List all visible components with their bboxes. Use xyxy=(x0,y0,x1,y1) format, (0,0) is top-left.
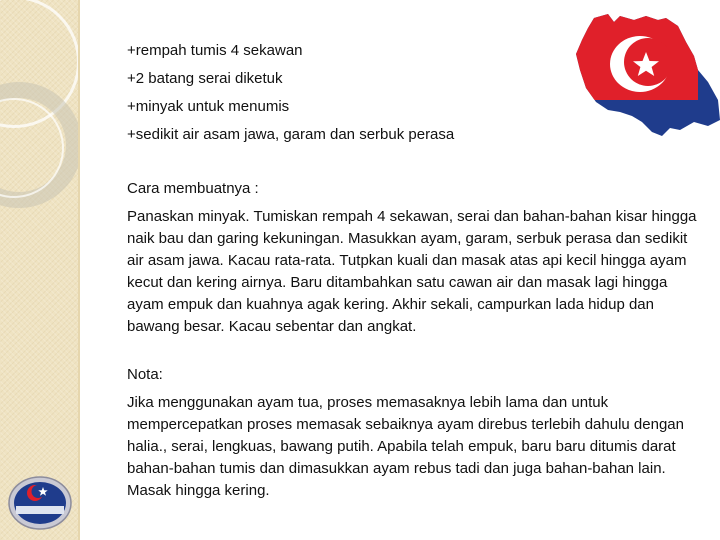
decorative-sidebar xyxy=(0,0,80,540)
note-paragraph: Jika menggunakan ayam tua, proses memasaknya lebih lama dan untuk mempercepatkan proses memasak sebaiknya ayam direbus terlebih dahulu dengan halia., serai, lengkuas, bawang putih. Apabila telah empuk, baru baru ditumis darat bahan-bahan tumis dan dimasukkan ayam rebus tadi dan juga bahan-bahan lain. Masak hingga kering. xyxy=(127,394,684,499)
ingredient-item: +2 batang serai diketuk xyxy=(127,70,283,87)
method-heading: Cara membuatnya : xyxy=(127,180,259,197)
ingredient-item: +rempah tumis 4 sekawan xyxy=(127,42,303,59)
sidebar-edge xyxy=(78,0,80,540)
note-heading: Nota: xyxy=(127,366,163,383)
state-crest-icon xyxy=(8,475,72,531)
ingredient-item: +minyak untuk menumis xyxy=(127,98,290,115)
ingredient-item: +sedikit air asam jawa, garam dan serbuk perasa xyxy=(127,126,455,143)
recipe-content xyxy=(127,40,697,502)
method-paragraph: Panaskan minyak. Tumiskan rempah 4 sekawan, serai dan bahan-bahan kisar hingga naik bau dan garing kekuningan. Masukkan ayam, garam, serbuk perasa dan sedikit air asam jawa. Kacau rata-rata. Tutpkan kuali dan masak atas api kecil hingga ayam kecut dan kering airnya. Baru ditambahkan satu cawan air dan masak lagi hingga ayam empuk dan kuahnya agak kering. Akhir sekali, campurkan lada hidup dan bawang besar. Kacau sebentar dan angkat. xyxy=(127,208,697,335)
emblem-caption xyxy=(6,533,74,540)
